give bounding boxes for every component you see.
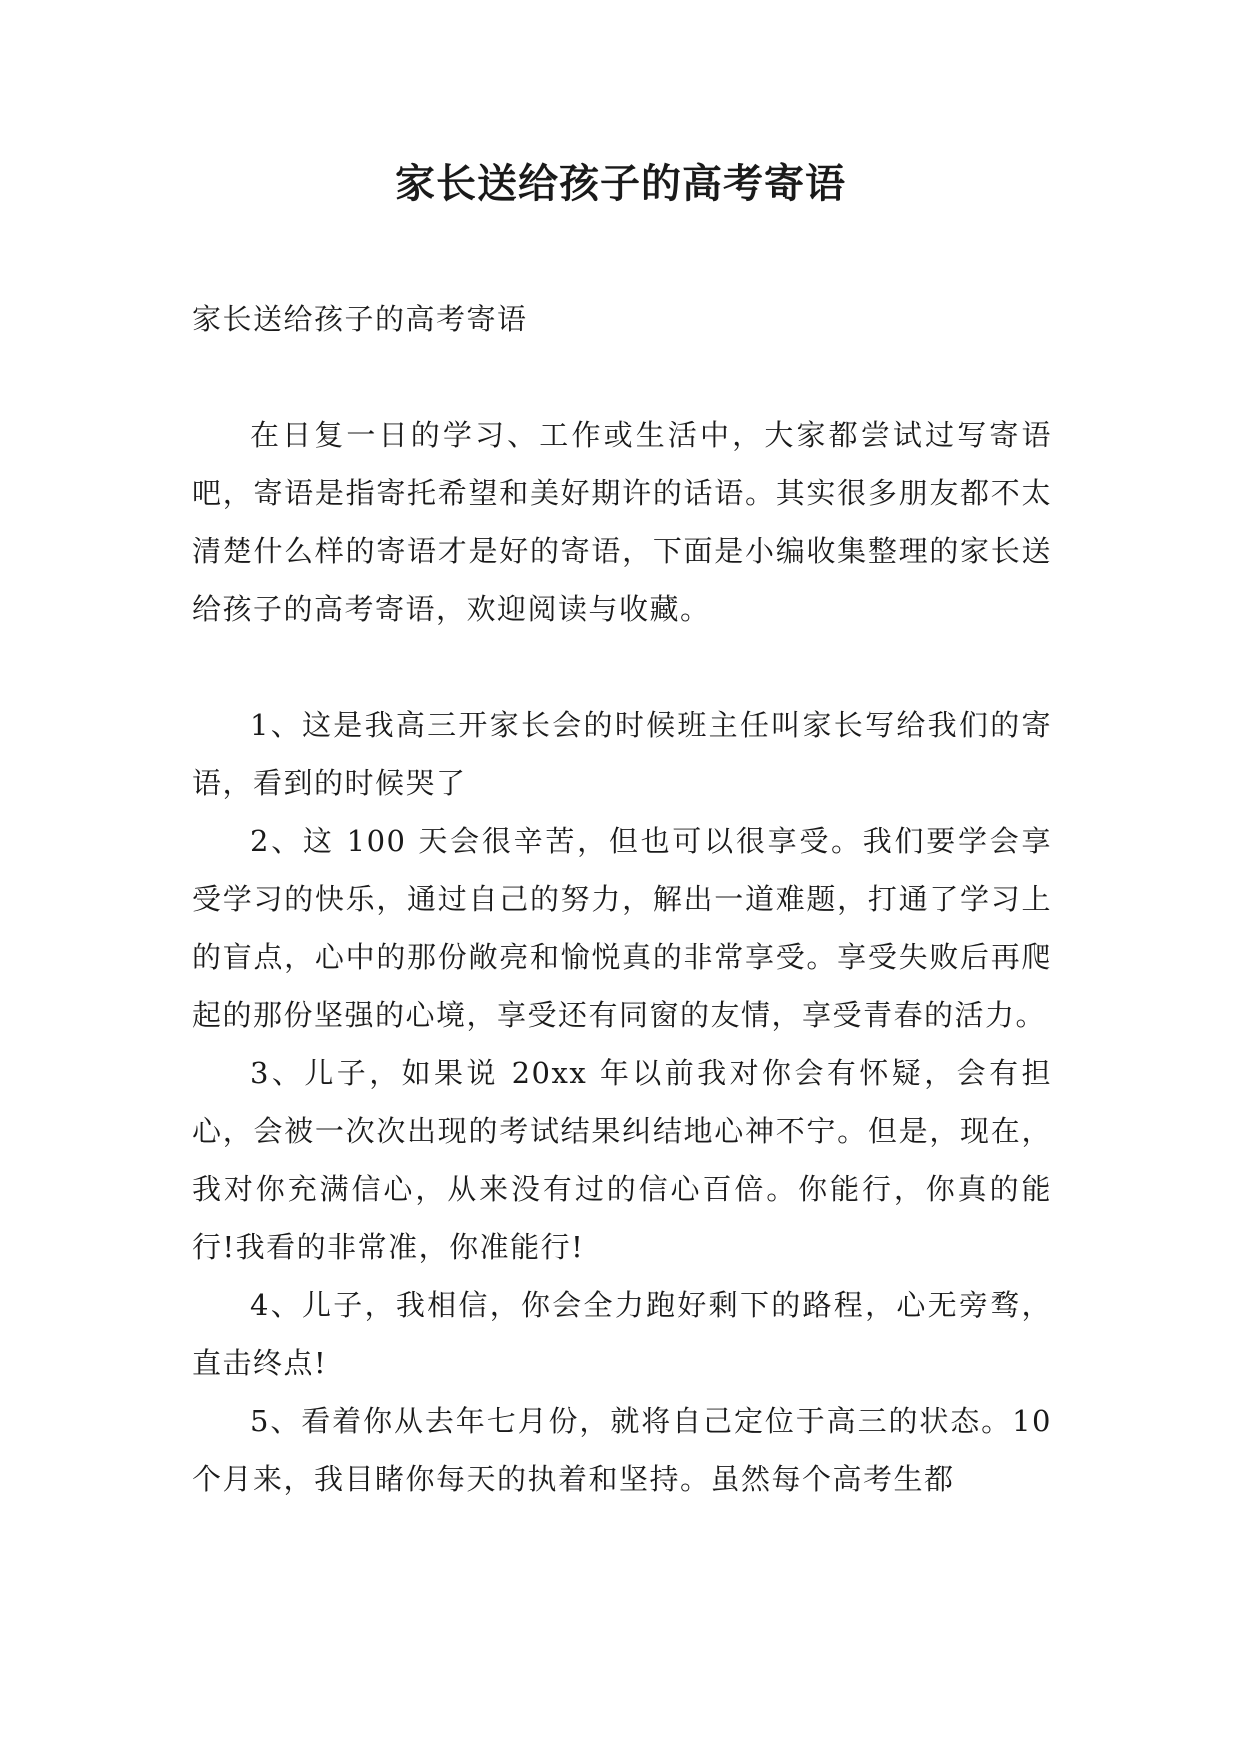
message-item-5: 5、看着你从去年七月份，就将自己定位于高三的状态。10 个月来，我目睹你每天的执着和坚持。虽然每个高考生都 [192,1404,1052,1496]
message-item-3: 3、儿子，如果说 20xx 年以前我对你会有怀疑，会有担心，会被一次次出现的考试结果纠结地心神不宁。但是，现在，我对你充满信心，从来没有过的信心百倍。你能行，你真的能行!我看的非常准，你准能行! [192,1056,1052,1264]
document-subtitle: 家长送给孩子的高考寄语 [192,302,528,336]
document-body [192,290,1052,1508]
message-item-4: 4、儿子，我相信，你会全力跑好剩下的路程，心无旁骛，直击终点! [192,1288,1052,1380]
message-item-2: 2、这 100 天会很辛苦，但也可以很享受。我们要学会享受学习的快乐，通过自己的努力，解出一道难题，打通了学习上的盲点，心中的那份敞亮和愉悦真的非常享受。享受失败后再爬起的那份坚强的心境，享受还有同窗的友情，享受青春的活力。 [192,824,1052,1032]
message-item-1: 1、这是我高三开家长会的时候班主任叫家长写给我们的寄语，看到的时候哭了 [192,708,1052,800]
document-title: 家长送给孩子的高考寄语 [395,160,846,207]
intro-paragraph: 在日复一日的学习、工作或生活中，大家都尝试过写寄语吧，寄语是指寄托希望和美好期许的话语。其实很多朋友都不太清楚什么样的寄语才是好的寄语，下面是小编收集整理的家长送给孩子的高考寄语，欢迎阅读与收藏。 [192,418,1052,626]
